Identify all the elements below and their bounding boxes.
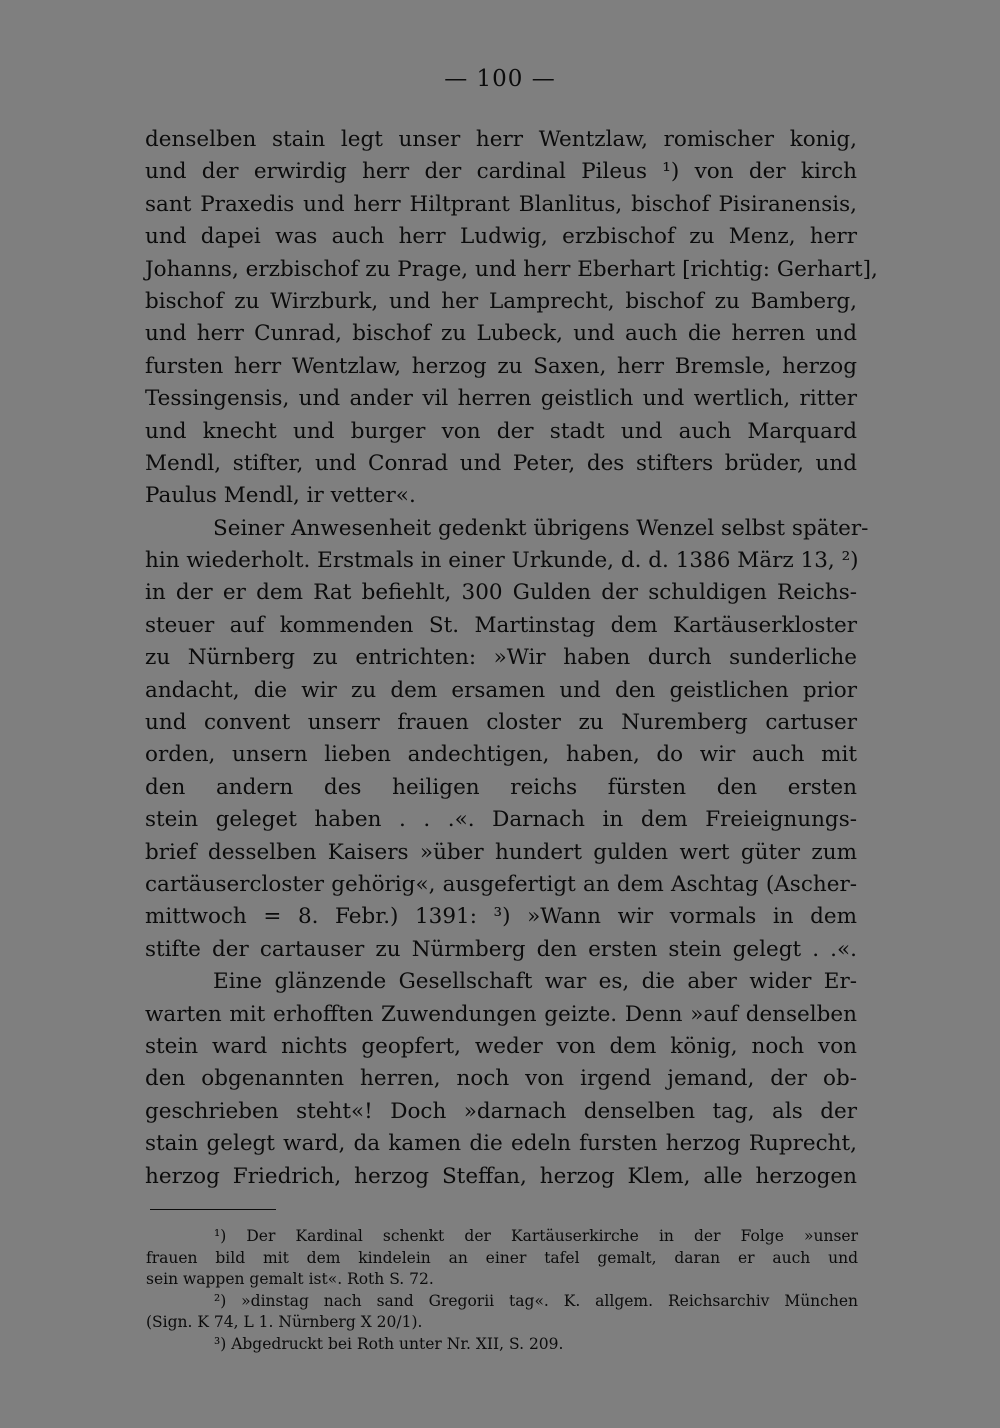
footnote-line: ²) »dinstag nach sand Gregorii tag«. K. allgem. Reichsarchiv München (214, 1291, 858, 1310)
text-line: fursten herr Wentzlaw, herzog zu Saxen, herr Bremsle, herzog (145, 353, 857, 379)
footnote-line: sein wappen gemalt ist«. Roth S. 72. (146, 1270, 434, 1288)
text-line: den andern des heiligen reichs fürsten den ersten (145, 774, 857, 800)
body-text (145, 124, 878, 1193)
text-line: stifte der cartauser zu Nürmberg den ersten stein gelegt . .«. (145, 936, 857, 962)
text-line: stein geleget haben . . .«. Darnach in dem Freieignungs- (145, 807, 857, 833)
text-line: stein ward nichts geopfert, weder von dem könig, noch von (145, 1033, 857, 1059)
page-number: — 100 — (444, 66, 556, 92)
text-line: zu Nürnberg zu entrichten: »Wir haben durch sunderliche (145, 645, 857, 671)
footnotes (146, 1226, 858, 1355)
text-line: denselben stain legt unser herr Wentzlaw, romischer konig, (145, 127, 857, 152)
text-line: brief desselben Kaisers »über hundert gulden wert güter zum (145, 839, 857, 865)
text-line: mittwoch = 8. Febr.) 1391: ³) »Wann wir vormals in dem (145, 904, 857, 930)
text-line: warten mit erhofften Zuwendungen geizte. Denn »auf denselben (145, 1001, 857, 1027)
text-line: orden, unsern lieben andechtigen, haben, do wir auch mit (145, 742, 857, 768)
text-line: sant Praxedis und herr Hiltprant Blanlitus, bischof Pisiranensis, (145, 191, 857, 217)
text-line: Eine glänzende Gesellschaft war es, die aber wider Er- (213, 969, 857, 995)
text-line: Mendl, stifter, und Conrad und Peter, des stifters brüder, und (145, 450, 857, 476)
text-line: herzog Friedrich, herzog Steffan, herzog Klem, alle herzogen (145, 1163, 857, 1189)
footnote-line: frauen bild mit dem kindelein an einer tafel gemalt, daran er auch und (146, 1248, 858, 1267)
footnote-line: (Sign. K 74, L 1. Nürnberg X 20/1). (146, 1313, 423, 1331)
text-line: bischof zu Wirzburk, und her Lamprecht, bischof zu Bamberg, (145, 288, 857, 314)
text-line: und der erwirdig herr der cardinal Pileus ¹) von der kirch (145, 159, 857, 185)
text-line: Paulus Mendl, ir vetter«. (145, 483, 416, 509)
text-line: und herr Cunrad, bischof zu Lubeck, und auch die herren und (145, 321, 857, 347)
footnote-line: ¹) Der Kardinal schenkt der Kartäuserkirche in der Folge »unser (214, 1227, 858, 1245)
text-line: Seiner Anwesenheit gedenkt übrigens Wenzel selbst später- (213, 515, 869, 541)
footnote-separator (150, 1209, 276, 1210)
text-line: Tessingensis, und ander vil herren geistlich und wertlich, ritter (145, 386, 857, 412)
text-line: und dapei was auch herr Ludwig, erzbischof zu Menz, herr (145, 224, 857, 250)
text-line: andacht, die wir zu dem ersamen und den geistlichen prior (145, 677, 857, 703)
text-line: hin wiederholt. Erstmals in einer Urkunde, d. d. 1386 März 13, ²) (145, 548, 859, 574)
text-line: geschrieben steht«! Doch »darnach denselben tag, als der (145, 1098, 857, 1124)
text-line: und convent unserr frauen closter zu Nuremberg cartuser (145, 710, 857, 736)
text-line: Johanns, erzbischof zu Prage, und herr Eberhart [richtig: Gerhart], (145, 256, 878, 282)
text-line: stain gelegt ward, da kamen die edeln fursten herzog Ruprecht, (145, 1131, 857, 1157)
footnote-line: ³) Abgedruckt bei Roth unter Nr. XII, S. 209. (214, 1334, 564, 1353)
text-line: und knecht und burger von der stadt und auch Marquard (145, 418, 857, 444)
text-line: den obgenannten herren, noch von irgend jemand, der ob- (145, 1066, 857, 1092)
text-line: in der er dem Rat befiehlt, 300 Gulden der schuldigen Reichs- (145, 580, 857, 606)
text-line: steuer auf kommenden St. Martinstag dem Kartäuserkloster (145, 612, 857, 638)
text-line: cartäusercloster gehörig«, ausgefertigt an dem Aschtag (Ascher- (145, 871, 857, 897)
